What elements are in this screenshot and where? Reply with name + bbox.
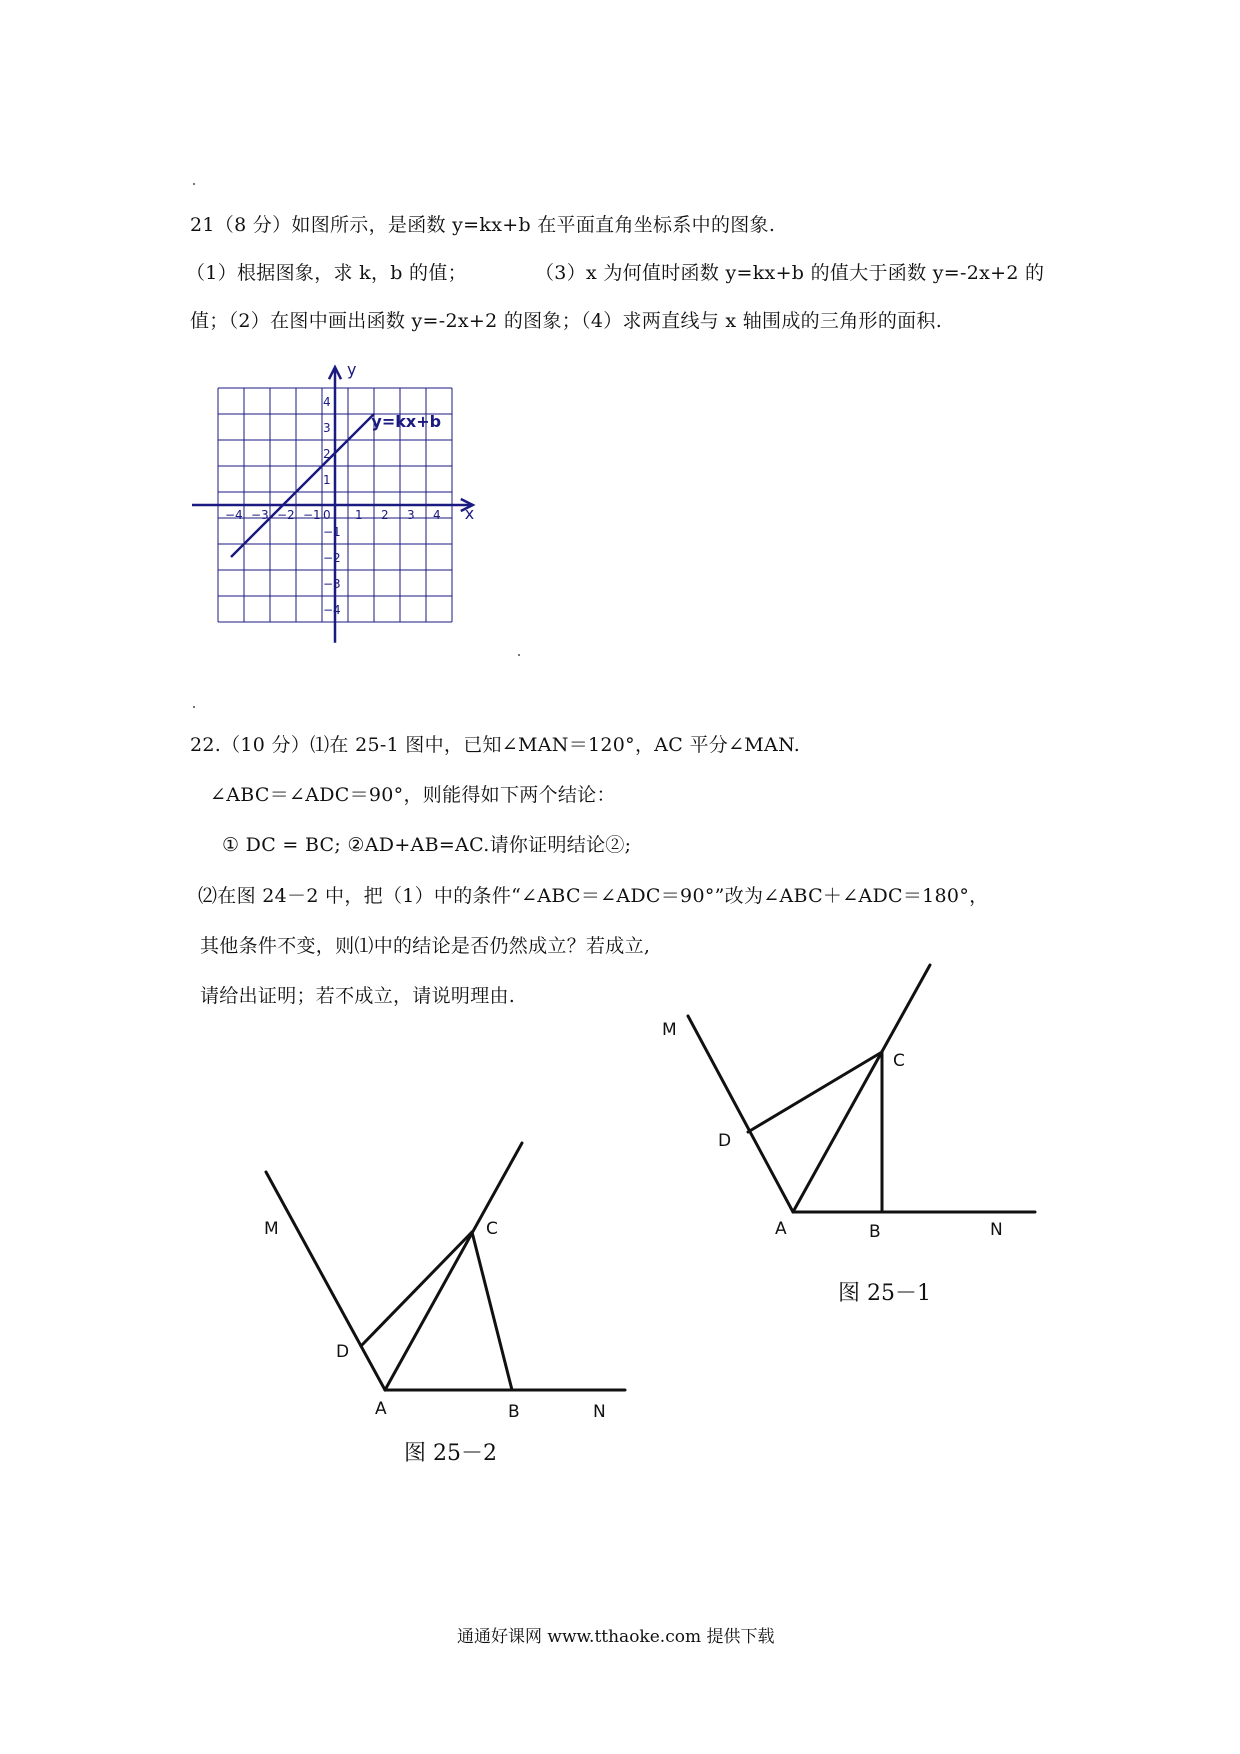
scan-dot xyxy=(518,654,520,656)
scan-dot xyxy=(193,183,195,185)
y-tick-label: −3 xyxy=(323,577,341,591)
q21-line3: 值；（2）在图中画出函数 y=-2x+2 的图象；（4）求两直线与 x 轴围成的三角形的面积. xyxy=(190,310,943,332)
function-line-label: y=kx+b xyxy=(371,412,442,431)
label-d: D xyxy=(336,1342,350,1362)
graph-axes xyxy=(192,360,474,643)
label-m: M xyxy=(264,1219,279,1239)
q21-line1: 21（8 分）如图所示，是函数 y=kx+b 在平面直角坐标系中的图象. xyxy=(190,214,776,236)
x-tick-label: 1 xyxy=(355,508,363,522)
figure-25-1-caption: 图 25－1 xyxy=(838,1281,931,1306)
segment-cb xyxy=(472,1232,512,1390)
q22-line4: ⑵在图 24－2 中，把（1）中的条件“∠ABC＝∠ADC＝90°”改为∠ABC＋∠ADC＝180°， xyxy=(198,885,989,907)
coordinate-graph xyxy=(200,360,500,648)
label-b: B xyxy=(508,1402,520,1422)
scan-dot xyxy=(193,706,195,708)
function-line xyxy=(231,414,374,557)
ray-am xyxy=(266,1172,385,1390)
y-tick-label: 4 xyxy=(323,395,331,409)
x-tick-label: −4 xyxy=(225,508,243,522)
label-a: A xyxy=(375,1399,387,1419)
label-b: B xyxy=(869,1222,881,1242)
x-tick-label: −1 xyxy=(303,508,321,522)
page-footer: 通通好课网 www.tthaoke.com 提供下载 xyxy=(457,1627,775,1647)
label-c: C xyxy=(893,1051,905,1071)
label-n: N xyxy=(593,1402,606,1422)
q22-line6: 请给出证明；若不成立，请说明理由. xyxy=(200,985,516,1007)
q22-line5: 其他条件不变，则⑴中的结论是否仍然成立？若成立, xyxy=(200,935,651,957)
label-a: A xyxy=(775,1219,787,1239)
q22-line3: ① DC = BC; ②AD+AB=AC.请你证明结论②; xyxy=(222,834,632,856)
figure-25-2-caption: 图 25－2 xyxy=(404,1441,497,1466)
q22-line2: ∠ABC＝∠ADC＝90°，则能得如下两个结论： xyxy=(210,784,616,806)
y-tick-label: 1 xyxy=(323,473,331,487)
label-m: M xyxy=(662,1020,677,1040)
segment-dc xyxy=(361,1232,472,1346)
y-tick-label: −1 xyxy=(323,525,341,539)
x-tick-label: 4 xyxy=(433,508,441,522)
y-tick-label: −4 xyxy=(323,603,341,617)
segment-dc xyxy=(748,1052,882,1132)
x-tick-label: 3 xyxy=(407,508,415,522)
label-c: C xyxy=(486,1219,498,1239)
x-tick-label: −2 xyxy=(277,508,295,522)
y-tick-label: 3 xyxy=(323,421,331,435)
q21-line2b: （3）x 为何值时函数 y=kx+b 的值大于函数 y=-2x+2 的 xyxy=(535,262,1045,284)
y-axis-label: y xyxy=(347,360,357,380)
label-n: N xyxy=(990,1220,1003,1240)
q21-line2a: （1）根据图象，求 k，b 的值； xyxy=(186,262,467,284)
q22-line1: 22.（10 分）⑴在 25-1 图中，已知∠MAN＝120°，AC 平分∠MAN. xyxy=(190,734,801,756)
y-tick-label: −2 xyxy=(323,551,341,565)
ray-am xyxy=(688,1016,793,1212)
ray-ac xyxy=(793,965,930,1212)
x-tick-label: 2 xyxy=(381,508,389,522)
y-tick-label: 2 xyxy=(323,447,331,461)
ray-ac xyxy=(385,1143,522,1390)
label-d: D xyxy=(718,1131,732,1151)
x-tick-label: −3 xyxy=(251,508,269,522)
origin-label: 0 xyxy=(323,508,331,522)
x-axis-label: x xyxy=(464,504,475,523)
